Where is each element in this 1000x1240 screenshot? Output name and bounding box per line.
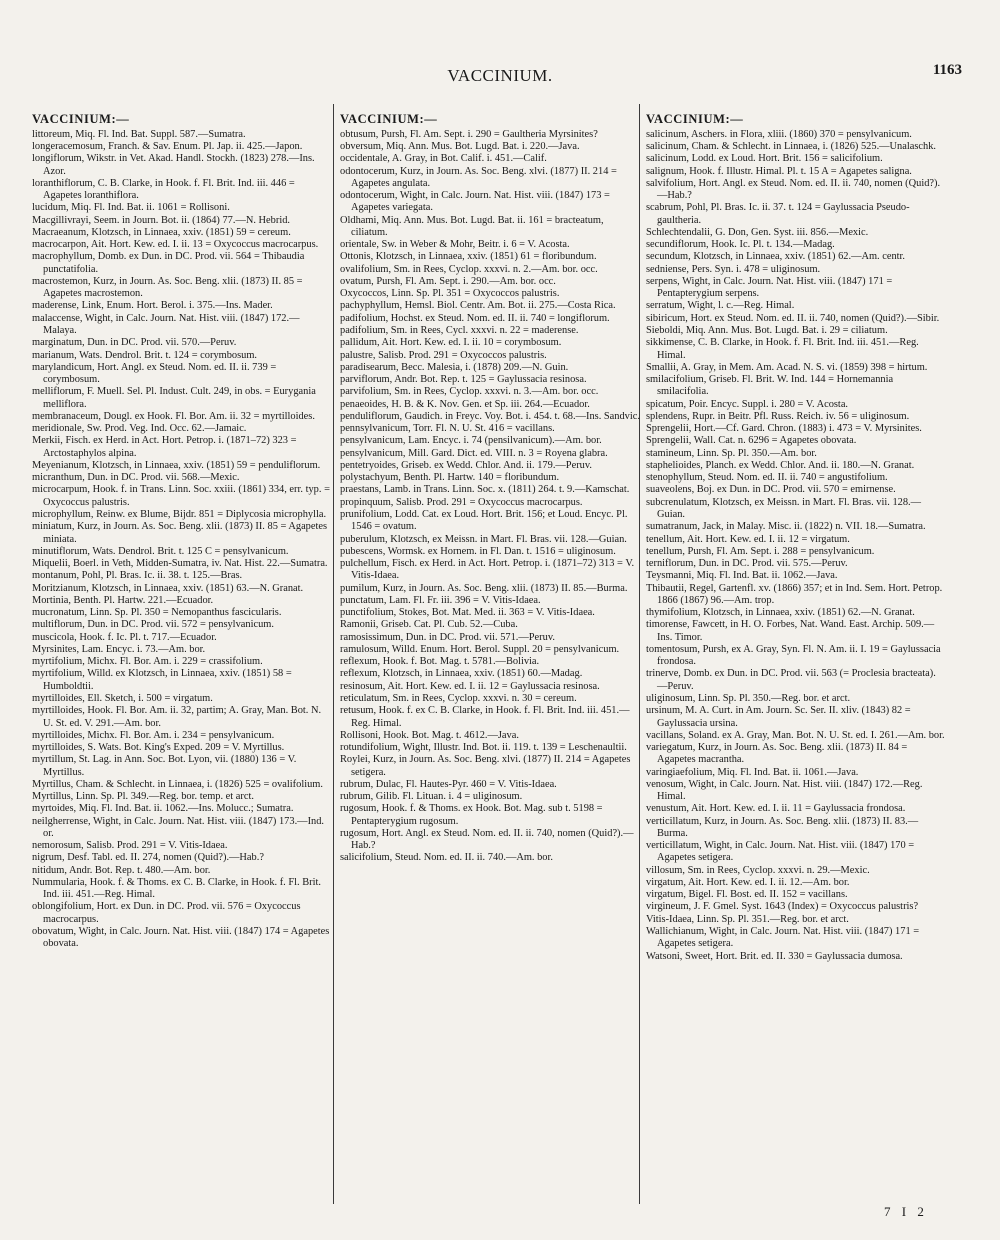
dictionary-entry: rotundifolium, Wight, Illustr. Ind. Bot. ii. 119. t. 139 = Leschenaultii. — [340, 742, 627, 754]
dictionary-entry: neilgherrense, Wight, in Calc. Journ. Nat. Hist. viii. (1847) 173.—Ind. or. — [32, 815, 325, 839]
dictionary-entry: secundiflorum, Hook. Ic. Pl. t. 134.—Madag. — [646, 239, 835, 251]
dictionary-entry: puberulum, Klotzsch, ex Meissn. in Mart. Fl. Bras. vii. 128.—Guian. — [340, 533, 627, 545]
dictionary-entry: salvifolium, Hort. Angl. ex Steud. Nom. ed. II. ii. 740, nomen (Quid?).—Hab.? — [646, 177, 941, 202]
dictionary-entry: rubrum, Dulac, Fl. Hautes-Pyr. 460 = V. Vitis-Idaea. — [340, 778, 557, 790]
dictionary-entry: myrtillum, St. Lag. in Ann. Soc. Bot. Lyon, vii. (1880) 136 = V. Myrtillus. — [32, 754, 297, 778]
dictionary-entry: nitidum, Andr. Bot. Rep. t. 480.—Am. bor. — [32, 864, 211, 876]
dictionary-entry: suaveolens, Boj. ex Dun. in DC. Prod. vii. 570 = emirnense. — [646, 484, 896, 496]
dictionary-entry: penaeoides, H. B. & K. Nov. Gen. et Sp. iii. 264.—Ecuador. — [340, 398, 590, 410]
dictionary-entry: smilacifolium, Griseb. Fl. Brit. W. Ind. 144 = Hornemannia smilacifolia. — [646, 374, 894, 398]
dictionary-entry: oblongifolium, Hort. ex Dun. in DC. Prod. vii. 576 = Oxycoccus macrocarpus. — [32, 901, 301, 925]
dictionary-entry: Rollisoni, Hook. Bot. Mag. t. 4612.—Java. — [340, 729, 519, 741]
dictionary-entry: Nummularia, Hook. f. & Thoms. ex C. B. Clarke, in Hook. f. Fl. Brit. Ind. iii. 451.—Reg. Himal. — [32, 876, 321, 901]
dictionary-entry: stenophyllum, Steud. Nom. ed. II. ii. 740 = angustifolium. — [646, 472, 888, 484]
dictionary-entry: tenellum, Ait. Hort. Kew. ed. I. ii. 12 = virgatum. — [646, 533, 850, 545]
dictionary-entry: obtusum, Pursh, Fl. Am. Sept. i. 290 = Gaultheria Myrsinites? — [340, 128, 598, 140]
dictionary-entry: pubescens, Wormsk. ex Hornem. in Fl. Dan. t. 1516 = uliginosum. — [340, 545, 616, 557]
dictionary-entry: timorense, Fawcett, in H. O. Forbes, Nat. Wand. East. Archip. 509.—Ins. Timor. — [646, 619, 935, 643]
dictionary-entry: reticulatum, Sm. in Rees, Cyclop. xxxvi. n. 30 = cereum. — [340, 692, 577, 704]
dictionary-entry: nemorosum, Salisb. Prod. 291 = V. Vitis-Idaea. — [32, 840, 228, 852]
dictionary-entry: variegatum, Kurz, in Journ. As. Soc. Beng. xlii. (1873) II. 84 = Agapetes macrantha. — [646, 742, 908, 766]
dictionary-entry: longiflorum, Wikstr. in Vet. Akad. Handl. Stockh. (1823) 278.—Ins. Azor. — [32, 153, 315, 177]
dictionary-entry: montanum, Pohl, Pl. Bras. Ic. ii. 38. t. 125.—Bras. — [32, 570, 243, 582]
dictionary-entry: verticillatum, Kurz, in Journ. As. Soc. Beng. xlii. (1873) II. 83.—Burma. — [646, 815, 919, 839]
dictionary-entry: Sieboldi, Miq. Ann. Mus. Bot. Lugd. Bat. i. 29 = ciliatum. — [646, 325, 888, 336]
dictionary-entry: ramulosum, Willd. Enum. Hort. Berol. Suppl. 20 = pensylvanicum. — [340, 643, 620, 655]
dictionary-entry: microcarpum, Hook. f. in Trans. Linn. Soc. xxiii. (1861) 334, err. typ. = Oxycoccus palustris. — [32, 484, 330, 508]
dictionary-entry: minutiflorum, Wats. Dendrol. Brit. t. 125 C = pensylvanicum. — [32, 545, 289, 557]
dictionary-entry: odontocerum, Wight, in Calc. Journ. Nat. Hist. viii. (1847) 173 = Agapetes variegata. — [340, 190, 610, 214]
dictionary-entry: tenellum, Pursh, Fl. Am. Sept. i. 288 = pensylvanicum. — [646, 545, 875, 557]
dictionary-entry: Ottonis, Klotzsch, in Linnaea, xxiv. (1851) 61 = floribundum. — [340, 251, 597, 263]
dictionary-entry: Wallichianum, Wight, in Calc. Journ. Nat. Hist. viii. (1847) 171 = Agapetes setigera. — [646, 926, 920, 950]
dictionary-entry: Macraeanum, Klotzsch, in Linnaea, xxiv. (1851) 59 = cereum. — [32, 226, 291, 238]
dictionary-entry: parvifolium, Sm. in Rees, Cyclop. xxxvi. n. 3.—Am. bor. occ. — [340, 386, 599, 398]
dictionary-entry: myrtilloides, Michx. Fl. Bor. Am. i. 234 = pensylvanicum. — [32, 729, 275, 741]
dictionary-entry: secundum, Klotzsch, in Linnaea, xxiv. (1851) 62.—Am. centr. — [646, 251, 906, 263]
dictionary-entry: pallidum, Ait. Hort. Kew. ed. I. ii. 10 = corymbosum. — [340, 337, 562, 349]
dictionary-entry: Oxycoccos, Linn. Sp. Pl. 351 = Oxycoccos palustris. — [340, 288, 560, 300]
column-heading: VACCINIUM:— — [32, 112, 130, 126]
column-heading: VACCINIUM:— — [646, 112, 744, 126]
dictionary-entry: membranaceum, Dougl. ex Hook. Fl. Bor. Am. ii. 32 = myrtilloides. — [32, 410, 315, 422]
dictionary-entry: Myrtillus, Cham. & Schlecht. in Linnaea, i. (1826) 525 = ovalifolium. — [32, 778, 323, 790]
dictionary-entry: trinerve, Domb. ex Dun. in DC. Prod. vii. 563 (= Proclesia bracteata).—Peruv. — [646, 668, 936, 692]
dictionary-entry: loranthiflorum, C. B. Clarke, in Hook. f. Fl. Brit. Ind. iii. 446 = Agapetes loranthiflora. — [32, 177, 295, 202]
dictionary-entry: serratum, Wight, l. c.—Reg. Himal. — [646, 300, 795, 312]
dictionary-entry: palustre, Salisb. Prod. 291 = Oxycoccos palustris. — [340, 349, 547, 361]
dictionary-entry: macrocarpon, Ait. Hort. Kew. ed. I. ii. 13 = Oxycoccus macrocarpus. — [32, 239, 319, 251]
dictionary-entry: myrtifolium, Willd. ex Klotzsch, in Linnaea, xxiv. (1851) 58 = Humboldtii. — [32, 668, 292, 692]
dictionary-entry: polystachyum, Benth. Pl. Hartw. 140 = floribundum. — [340, 472, 560, 484]
dictionary-entry: muscicola, Hook. f. Ic. Pl. t. 717.—Ecuador. — [32, 631, 217, 643]
dictionary-entry: myrtilloides, Hook. Fl. Bor. Am. ii. 32, partim; A. Gray, Man. Bot. N. U. St. ed. V. 291.—Am. bor. — [32, 705, 322, 729]
dictionary-entry: praestans, Lamb. in Trans. Linn. Soc. x. (1811) 264. t. 9.—Kamschat. — [340, 484, 630, 496]
dictionary-entry: uliginosum, Linn. Sp. Pl. 350.—Reg. bor. et arct. — [646, 692, 851, 704]
dictionary-entry: vacillans, Soland. ex A. Gray, Man. Bot. N. U. St. ed. I. 261.—Am. bor. — [646, 729, 945, 741]
dictionary-entry: odontocerum, Kurz, in Journ. As. Soc. Beng. xlvi. (1877) II. 214 = Agapetes angulata. — [340, 165, 617, 189]
dictionary-entry: pentetryoides, Griseb. ex Wedd. Chlor. And. ii. 179.—Peruv. — [340, 459, 592, 471]
dictionary-entry: mucronatum, Linn. Sp. Pl. 350 = Nemopanthus fascicularis. — [32, 607, 282, 619]
dictionary-entry: pumilum, Kurz, in Journ. As. Soc. Beng. xlii. (1873) II. 85.—Burma. — [340, 582, 628, 594]
dictionary-entry: Myrsinites, Lam. Encyc. i. 73.—Am. bor. — [32, 643, 206, 655]
dictionary-entry: Moritzianum, Klotzsch, in Linnaea, xxiv. (1851) 63.—N. Granat. — [32, 582, 304, 594]
dictionary-entry: verticillatum, Wight, in Calc. Journ. Nat. Hist. viii. (1847) 170 = Agapetes setigera. — [646, 840, 915, 864]
column-3 — [646, 112, 946, 963]
dictionary-entry: pensylvanicum, Lam. Encyc. i. 74 (pensilvanicum).—Am. bor. — [340, 435, 602, 447]
dictionary-entry: myrtifolium, Michx. Fl. Bor. Am. i. 229 = crassifolium. — [32, 656, 263, 668]
dictionary-entry: marylandicum, Hort. Angl. ex Steud. Nom. ed. II. ii. 739 = corymbosum. — [32, 361, 277, 386]
dictionary-entry: punctifolium, Stokes, Bot. Mat. Med. ii. 363 = V. Vitis-Idaea. — [340, 607, 595, 619]
dictionary-entry: paradisearum, Becc. Malesia, i. (1878) 209.—N. Guin. — [340, 361, 569, 373]
dictionary-entry: salicifolium, Steud. Nom. ed. II. ii. 740.—Am. bor. — [340, 852, 553, 864]
column-heading: VACCINIUM:— — [340, 112, 438, 126]
dictionary-entry: splendens, Rupr. in Beitr. Pfl. Russ. Reich. iv. 56 = uliginosum. — [646, 410, 910, 422]
dictionary-entry: pensylvanicum, Mill. Gard. Dict. ed. VIII. n. 3 = Royena glabra. — [340, 447, 608, 459]
dictionary-entry: scabrum, Pohl, Pl. Bras. Ic. ii. 37. t. 124 = Gaylussacia Pseudo-gaultheria. — [646, 202, 910, 226]
dictionary-entry: myrtilloides, Ell. Sketch, i. 500 = virgatum. — [32, 692, 213, 704]
dictionary-entry: miniatum, Kurz, in Journ. As. Soc. Beng. xlii. (1873) II. 85 = Agapetes miniata. — [32, 521, 328, 545]
dictionary-entry: salicinum, Lodd. ex Loud. Hort. Brit. 156 = salicifolium. — [646, 153, 883, 165]
entry-list — [340, 129, 640, 865]
dictionary-entry: Merkii, Fisch. ex Herd. in Act. Hort. Petrop. i. (1871–72) 323 = Arctostaphylos alpina. — [32, 435, 297, 459]
dictionary-entry: staphelioides, Planch. ex Wedd. Chlor. And. ii. 180.—N. Granat. — [646, 459, 915, 471]
dictionary-entry: thymifolium, Klotzsch, in Linnaea, xxiv. (1851) 62.—N. Granat. — [646, 607, 915, 619]
dictionary-entry: virgineum, J. F. Gmel. Syst. 1643 (Index) = Oxycoccus palustris? — [646, 901, 919, 913]
dictionary-entry: Sprengelii, Hort.—Cf. Gard. Chron. (1883) i. 473 = V. Myrsinites. — [646, 423, 922, 435]
dictionary-entry: sedniense, Pers. Syn. i. 478 = uliginosum. — [646, 263, 821, 275]
dictionary-entry: nigrum, Desf. Tabl. ed. II. 274, nomen (Quid?).—Hab.? — [32, 852, 264, 864]
dictionary-entry: retusum, Hook. f. ex C. B. Clarke, in Hook. f. Fl. Brit. Ind. iii. 451.—Reg. Himal. — [340, 705, 630, 729]
dictionary-entry: meridionale, Sw. Prod. Veg. Ind. Occ. 62.—Jamaic. — [32, 423, 247, 435]
dictionary-entry: venustum, Ait. Hort. Kew. ed. I. ii. 11 = Gaylussacia frondosa. — [646, 803, 906, 815]
dictionary-entry: pennsylvanicum, Torr. Fl. N. U. St. 416 = vacillans. — [340, 423, 555, 435]
dictionary-entry: padifolium, Hochst. ex Steud. Nom. ed. II. ii. 740 = longiflorum. — [340, 312, 610, 324]
dictionary-entry: ursinum, M. A. Curt. in Am. Journ. Sc. Ser. II. xliv. (1843) 82 = Gaylussacia ursina. — [646, 705, 911, 729]
dictionary-entry: virgatum, Ait. Hort. Kew. ed. I. ii. 12.—Am. bor. — [646, 876, 850, 888]
signature-mark: 7 I 2 — [884, 1204, 928, 1219]
dictionary-entry: prunifolium, Lodd. Cat. ex Loud. Hort. Brit. 156; et Loud. Encyc. Pl. 1546 = ovatum. — [340, 508, 628, 533]
dictionary-entry: subcrenulatum, Klotzsch, ex Meissn. in Mart. Fl. Bras. vii. 128.—Guian. — [646, 496, 922, 520]
dictionary-entry: parviflorum, Andr. Bot. Rep. t. 125 = Gaylussacia resinosa. — [340, 374, 587, 386]
dictionary-entry: malaccense, Wight, in Calc. Journ. Nat. Hist. viii. (1847) 172.—Malaya. — [32, 312, 300, 336]
dictionary-entry: punctatum, Lam. Fl. Fr. iii. 396 = V. Vitis-Idaea. — [340, 594, 541, 606]
dictionary-entry: spicatum, Poir. Encyc. Suppl. i. 280 = V. Acosta. — [646, 398, 849, 410]
dictionary-entry: Smallii, A. Gray, in Mem. Am. Acad. N. S. vi. (1859) 398 = hirtum. — [646, 361, 928, 373]
dictionary-entry: orientale, Sw. in Weber & Mohr, Beitr. i. 6 = V. Acosta. — [340, 239, 570, 251]
dictionary-entry: serpens, Wight, in Calc. Journ. Nat. Hist. viii. (1847) 171 = Pentapterygium serpens. — [646, 275, 893, 300]
dictionary-entry: Vitis-Idaea, Linn. Sp. Pl. 351.—Reg. bor. et arct. — [646, 913, 849, 925]
dictionary-entry: Schlechtendalii, G. Don, Gen. Syst. iii. 856.—Mexic. — [646, 226, 869, 238]
column-2 — [340, 112, 640, 865]
dictionary-entry: villosum, Sm. in Rees, Cyclop. xxxvi. n. 29.—Mexic. — [646, 864, 870, 876]
dictionary-entry: pulchellum, Fisch. ex Herd. in Act. Hort. Petrop. i. (1871–72) 313 = V. Vitis-Idaea. — [340, 558, 635, 582]
entry-list — [32, 129, 332, 951]
dictionary-entry: Oldhami, Miq. Ann. Mus. Bot. Lugd. Bat. ii. 161 = bracteatum, ciliatum. — [340, 214, 604, 238]
dictionary-entry: terniflorum, Dun. in DC. Prod. vii. 575.—Peruv. — [646, 558, 848, 570]
dictionary-entry: lucidum, Miq. Fl. Ind. Bat. ii. 1061 = Rollisoni. — [32, 202, 230, 214]
dictionary-entry: myrtoides, Miq. Fl. Ind. Bat. ii. 1062.—Ins. Molucc.; Sumatra. — [32, 803, 294, 815]
dictionary-entry: pachyphyllum, Hemsl. Biol. Centr. Am. Bot. ii. 275.—Costa Rica. — [340, 300, 616, 312]
dictionary-entry: reflexum, Klotzsch, in Linnaea, xxiv. (1851) 60.—Madag. — [340, 668, 583, 680]
dictionary-entry: Mortinia, Benth. Pl. Hartw. 221.—Ecuador. — [32, 594, 214, 606]
dictionary-entry: padifolium, Sm. in Rees, Cycl. xxxvi. n. 22 = maderense. — [340, 325, 579, 336]
dictionary-entry: resinosum, Ait. Hort. Kew. ed. I. ii. 12 = Gaylussacia resinosa. — [340, 680, 600, 692]
dictionary-entry: virgatum, Bigel. Fl. Bost. ed. II. 152 = vacillans. — [646, 889, 848, 901]
dictionary-entry: stamineum, Linn. Sp. Pl. 350.—Am. bor. — [646, 447, 817, 459]
entry-list — [646, 129, 946, 963]
dictionary-entry: sibiricum, Hort. ex Steud. Nom. ed. II. ii. 740, nomen (Quid?).—Sibir. — [646, 312, 940, 324]
dictionary-entry: microphyllum, Reinw. ex Blume, Bijdr. 851 = Diplycosia microphylla. — [32, 508, 327, 520]
dictionary-entry: sikkimense, C. B. Clarke, in Hook. f. Fl. Brit. Ind. iii. 451.—Reg. Himal. — [646, 337, 919, 361]
dictionary-entry: macrophyllum, Domb. ex Dun. in DC. Prod. vii. 564 = Thibaudia punctatifolia. — [32, 251, 305, 275]
dictionary-entry: obversum, Miq. Ann. Mus. Bot. Lugd. Bat. i. 220.—Java. — [340, 141, 580, 153]
running-head: VACCINIUM. — [447, 66, 553, 85]
dictionary-entry: longeracemosum, Franch. & Sav. Enum. Pl. Jap. ii. 425.—Japon. — [32, 141, 303, 153]
dictionary-entry: Sprengelii, Wall. Cat. n. 6296 = Agapetes obovata. — [646, 435, 857, 447]
dictionary-entry: obovatum, Wight, in Calc. Journ. Nat. Hist. viii. (1847) 174 = Agapetes obovata. — [32, 926, 330, 950]
dictionary-entry: Ramonii, Griseb. Cat. Pl. Cub. 52.—Cuba. — [340, 619, 518, 631]
dictionary-entry: penduliflorum, Gaudich. in Freyc. Voy. Bot. i. 454. t. 68.—Ins. Sandvic. — [340, 410, 640, 422]
dictionary-entry: littoreum, Miq. Fl. Ind. Bat. Suppl. 587.—Sumatra. — [32, 128, 246, 140]
dictionary-entry: maderense, Link, Enum. Hort. Berol. i. 375.—Ins. Mader. — [32, 300, 273, 312]
dictionary-entry: Macgillivrayi, Seem. in Journ. Bot. ii. (1864) 77.—N. Hebrid. — [32, 214, 291, 226]
dictionary-entry: reflexum, Hook. f. Bot. Mag. t. 5781.—Bolivia. — [340, 656, 540, 668]
dictionary-entry: Thibautii, Regel, Gartenfl. xv. (1866) 357; et in Ind. Sem. Hort. Petrop. 1866 (1867) 96.—Am. trop. — [646, 582, 943, 606]
dictionary-entry: tomentosum, Pursh, ex A. Gray, Syn. Fl. N. Am. ii. I. 19 = Gaylussacia frondosa. — [646, 643, 941, 668]
dictionary-entry: rubrum, Gilib. Fl. Lituan. i. 4 = uliginosum. — [340, 791, 523, 803]
dictionary-entry: Miquelii, Boerl. in Veth, Midden-Sumatra, iv. Nat. Hist. 22.—Sumatra. — [32, 558, 328, 570]
dictionary-entry: myrtilloides, S. Wats. Bot. King's Exped. 209 = V. Myrtillus. — [32, 742, 285, 754]
dictionary-entry: multiflorum, Dun. in DC. Prod. vii. 572 = pensylvanicum. — [32, 619, 274, 631]
column-rule — [333, 104, 334, 1204]
dictionary-entry: propinquum, Salisb. Prod. 291 = Oxycoccus macrocarpus. — [340, 496, 583, 508]
dictionary-entry: ramosissimum, Dun. in DC. Prod. vii. 571.—Peruv. — [340, 631, 555, 643]
dictionary-entry: varingiaefolium, Miq. Fl. Ind. Bat. ii. 1061.—Java. — [646, 766, 859, 778]
dictionary-entry: Watsoni, Sweet, Hort. Brit. ed. II. 330 = Gaylussacia dumosa. — [646, 950, 903, 962]
dictionary-entry: venosum, Wight, in Calc. Journ. Nat. Hist. viii. (1847) 172.—Reg. Himal. — [646, 778, 923, 803]
dictionary-entry: micranthum, Dun. in DC. Prod. vii. 568.—Mexic. — [32, 472, 240, 484]
dictionary-entry: Teysmanni, Miq. Fl. Ind. Bat. ii. 1062.—Java. — [646, 570, 838, 582]
dictionary-entry: Roylei, Kurz, in Journ. As. Soc. Beng. xlvi. (1877) II. 214 = Agapetes setigera. — [340, 754, 631, 778]
dictionary-entry: salicinum, Cham. & Schlecht. in Linnaea, i. (1826) 525.—Unalaschk. — [646, 141, 937, 153]
dictionary-entry: macrostemon, Kurz, in Journ. As. Soc. Beng. xlii. (1873) II. 85 = Agapetes macrostemon. — [32, 275, 303, 300]
dictionary-entry: marginatum, Dun. in DC. Prod. vii. 570.—Peruv. — [32, 337, 237, 349]
dictionary-entry: melliflorum, F. Muell. Sel. Pl. Indust. Cult. 249, in obs. = Eurygania melliflora. — [32, 386, 316, 410]
dictionary-entry: Myrtillus, Linn. Sp. Pl. 349.—Reg. bor. temp. et arct. — [32, 791, 254, 803]
dictionary-entry: rugosum, Hook. f. & Thoms. ex Hook. Bot. Mag. sub t. 5198 = Pentapterygium rugosum. — [340, 803, 603, 827]
dictionary-entry: Meyenianum, Klotzsch, in Linnaea, xxiv. (1851) 59 = penduliflorum. — [32, 459, 321, 471]
column-1 — [32, 112, 332, 951]
dictionary-entry: ovatum, Pursh, Fl. Am. Sept. i. 290.—Am. bor. occ. — [340, 275, 556, 287]
page-number: 1163 — [932, 62, 962, 78]
dictionary-entry: ovalifolium, Sm. in Rees, Cyclop. xxxvi. n. 2.—Am. bor. occ. — [340, 263, 598, 275]
dictionary-entry: sumatranum, Jack, in Malay. Misc. ii. (1822) n. VII. 18.—Sumatra. — [646, 521, 926, 533]
dictionary-entry: salignum, Hook. f. Illustr. Himal. Pl. t. 15 A = Agapetes saligna. — [646, 165, 912, 177]
dictionary-entry: marianum, Wats. Dendrol. Brit. t. 124 = corymbosum. — [32, 349, 258, 361]
dictionary-entry: rugosum, Hort. Angl. ex Steud. Nom. ed. II. ii. 740, nomen (Quid?).—Hab.? — [340, 827, 634, 852]
dictionary-entry: occidentale, A. Gray, in Bot. Calif. i. 451.—Calif. — [340, 153, 547, 165]
dictionary-entry: salicinum, Aschers. in Flora, xliii. (1860) 370 = pensylvanicum. — [646, 128, 912, 140]
